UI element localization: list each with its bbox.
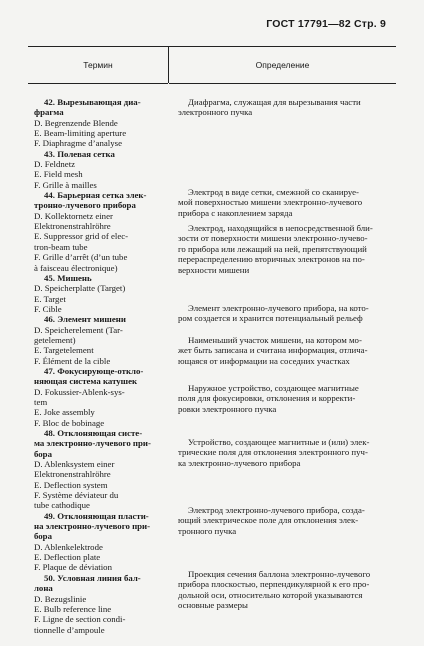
term-line: 43. Полевая сетка bbox=[44, 148, 115, 159]
term-line: tionnelle d’ampoule bbox=[34, 624, 105, 635]
definition-line: Наименьший участок мишени, на котором мо- bbox=[188, 335, 362, 345]
term-line: 50. Условная линия бал- bbox=[44, 572, 141, 583]
definition-line: Электрод электронно-лучевого прибора, созда- bbox=[188, 505, 365, 515]
definition-line: го прибора или лежащий на ней, препятствующий bbox=[178, 243, 367, 254]
definition-line: ром создается и хранится потенциальный рельеф bbox=[178, 313, 363, 324]
term-line: бора bbox=[34, 531, 52, 542]
term-line: D. Feldnetz bbox=[34, 159, 76, 170]
term-column bbox=[34, 97, 168, 635]
term-line: E. Beam-limiting aperture bbox=[34, 128, 127, 139]
term-line: tem bbox=[34, 396, 48, 407]
definition-line: зости от поверхности мишени электронно-лучево- bbox=[178, 233, 368, 244]
term-line: E. Suppressor grid of elec- bbox=[34, 231, 129, 242]
term-line: à faisceau électronique) bbox=[34, 262, 118, 273]
term-line: F. Grille d’arrêt (d’un tube bbox=[34, 252, 128, 263]
term-line: F. Diaphragme d’analyse bbox=[34, 138, 122, 149]
definition-line: основные размеры bbox=[178, 600, 248, 611]
term-line: 42. Вырезывающая диа- bbox=[44, 97, 141, 107]
term-line: няющая система катушек bbox=[34, 376, 138, 387]
term-line: tube cathodique bbox=[34, 500, 90, 511]
column-header-definition: Определение bbox=[169, 47, 396, 84]
term-line: F. Bloc de bobinage bbox=[34, 417, 105, 428]
definition-line: Элемент электронно-лучевого прибора, на кото- bbox=[188, 303, 369, 313]
term-line: D. Speicherelement (Tar- bbox=[34, 324, 123, 335]
term-line: E. Targetelement bbox=[34, 345, 94, 356]
term-line: D. Speicherplatte (Target) bbox=[34, 283, 126, 294]
term-line: бора bbox=[34, 448, 52, 459]
definition-line: поля для фокусировки, отклонения и корректи- bbox=[178, 393, 356, 404]
definition-line: ровки электронного пучка bbox=[178, 403, 277, 414]
column-header-term: Термин bbox=[28, 47, 168, 84]
definition-line: жет быть записана и считана информация, отлича- bbox=[178, 345, 368, 356]
definition-line: ка электронно-лучевого прибора bbox=[178, 457, 301, 468]
definition-block bbox=[178, 437, 396, 468]
term-line: tron-beam tube bbox=[34, 241, 88, 252]
definition-line: перераспределению вторичных электронов на по- bbox=[178, 254, 365, 265]
term-line: 44. Барьерная сетка элек- bbox=[44, 190, 147, 201]
term-line: F. Plaque de déviation bbox=[34, 562, 112, 573]
definition-line: верхности мишени bbox=[178, 264, 250, 275]
definition-line: электронного пучка bbox=[178, 107, 253, 118]
term-line: E. Deflection system bbox=[34, 479, 108, 490]
definition-line: прибора с накоплением заряда bbox=[178, 207, 293, 218]
definition-line: Устройство, создающее магнитные и (или) элек- bbox=[188, 437, 370, 447]
term-line: лона bbox=[34, 583, 53, 594]
term-line: E. Joke assembly bbox=[34, 407, 95, 418]
term-line: 49. Отклоняющая пласти- bbox=[44, 510, 149, 521]
definition-block bbox=[178, 187, 396, 218]
definition-line: прибора плоскостью, перпендикулярной к его про- bbox=[178, 579, 370, 590]
definition-line: Диафрагма, служащая для вырезывания части bbox=[188, 97, 361, 107]
term-line: D. Ablenksystem einer bbox=[34, 459, 115, 470]
definition-block bbox=[178, 303, 396, 324]
definition-line: Электрод, находящийся в непосредственной бли- bbox=[188, 223, 373, 233]
page-header: ГОСТ 17791—82 Стр. 9 bbox=[266, 18, 386, 30]
term-line: 48. Отклоняющая систе- bbox=[44, 428, 143, 438]
term-line: D. Begrenzende Blende bbox=[34, 117, 118, 128]
term-line: F. Élément de la cible bbox=[34, 355, 111, 366]
definition-line: Электрод в виде сетки, смежной со сканируе- bbox=[188, 187, 359, 197]
definition-block bbox=[178, 383, 396, 414]
term-line: Elektronenstrahlröhre bbox=[34, 469, 111, 480]
definition-line: трические поля для отклонения электронного пуч- bbox=[178, 447, 368, 458]
term-line: D. Kollektornetz einer bbox=[34, 210, 113, 221]
term-line: 47. Фокусирующе-откло- bbox=[44, 365, 144, 376]
definition-block bbox=[178, 505, 396, 536]
definition-line: ющаяся от информации на соседних участках bbox=[178, 355, 350, 366]
definition-line: Наружное устройство, создающее магнитные bbox=[188, 383, 359, 393]
definition-block bbox=[178, 97, 396, 118]
definition-block bbox=[178, 223, 396, 275]
terms-table bbox=[28, 46, 396, 635]
term-line: D. Bezugslinie bbox=[34, 593, 87, 604]
term-line: D. Ablenkelektrode bbox=[34, 541, 103, 552]
term-line: 46. Элемент мишени bbox=[44, 314, 126, 325]
definition-block bbox=[178, 569, 396, 611]
definition-line: тронного пучка bbox=[178, 525, 237, 536]
term-line: ма электронно-лучевого при- bbox=[34, 438, 151, 449]
term-line: F. Ligne de section condi- bbox=[34, 614, 126, 625]
term-line: D. Fokussier-Ablenk-sys- bbox=[34, 386, 125, 397]
term-line: F. Grille à mailles bbox=[34, 179, 97, 190]
term-line: E. Deflection plate bbox=[34, 552, 101, 563]
definition-line: ющий электрическое поле для отклонения элек- bbox=[178, 515, 359, 526]
term-line: тронно-лучевого прибора bbox=[34, 200, 136, 211]
definition-block bbox=[178, 335, 396, 366]
term-line: на электронно-лучевого при- bbox=[34, 521, 151, 532]
definition-line: мой поверхностью мишени электронно-лучевого bbox=[178, 197, 363, 208]
term-line: E. Field mesh bbox=[34, 169, 83, 180]
term-line: F. Système déviateur du bbox=[34, 490, 119, 501]
term-line: фрагма bbox=[34, 107, 64, 118]
term-line: E. Target bbox=[34, 293, 66, 304]
term-line: Elektronenstrahlröhre bbox=[34, 221, 111, 232]
term-line: E. Bulb reference line bbox=[34, 603, 112, 614]
term-line: 45. Мишень bbox=[44, 272, 92, 283]
definition-line: Проекция сечения баллона электронно-лучевого bbox=[188, 569, 371, 579]
term-line: F. Cible bbox=[34, 303, 62, 314]
definition-line: дольной оси, относительно которой указываются bbox=[178, 589, 363, 600]
term-line: getelement) bbox=[34, 334, 76, 345]
